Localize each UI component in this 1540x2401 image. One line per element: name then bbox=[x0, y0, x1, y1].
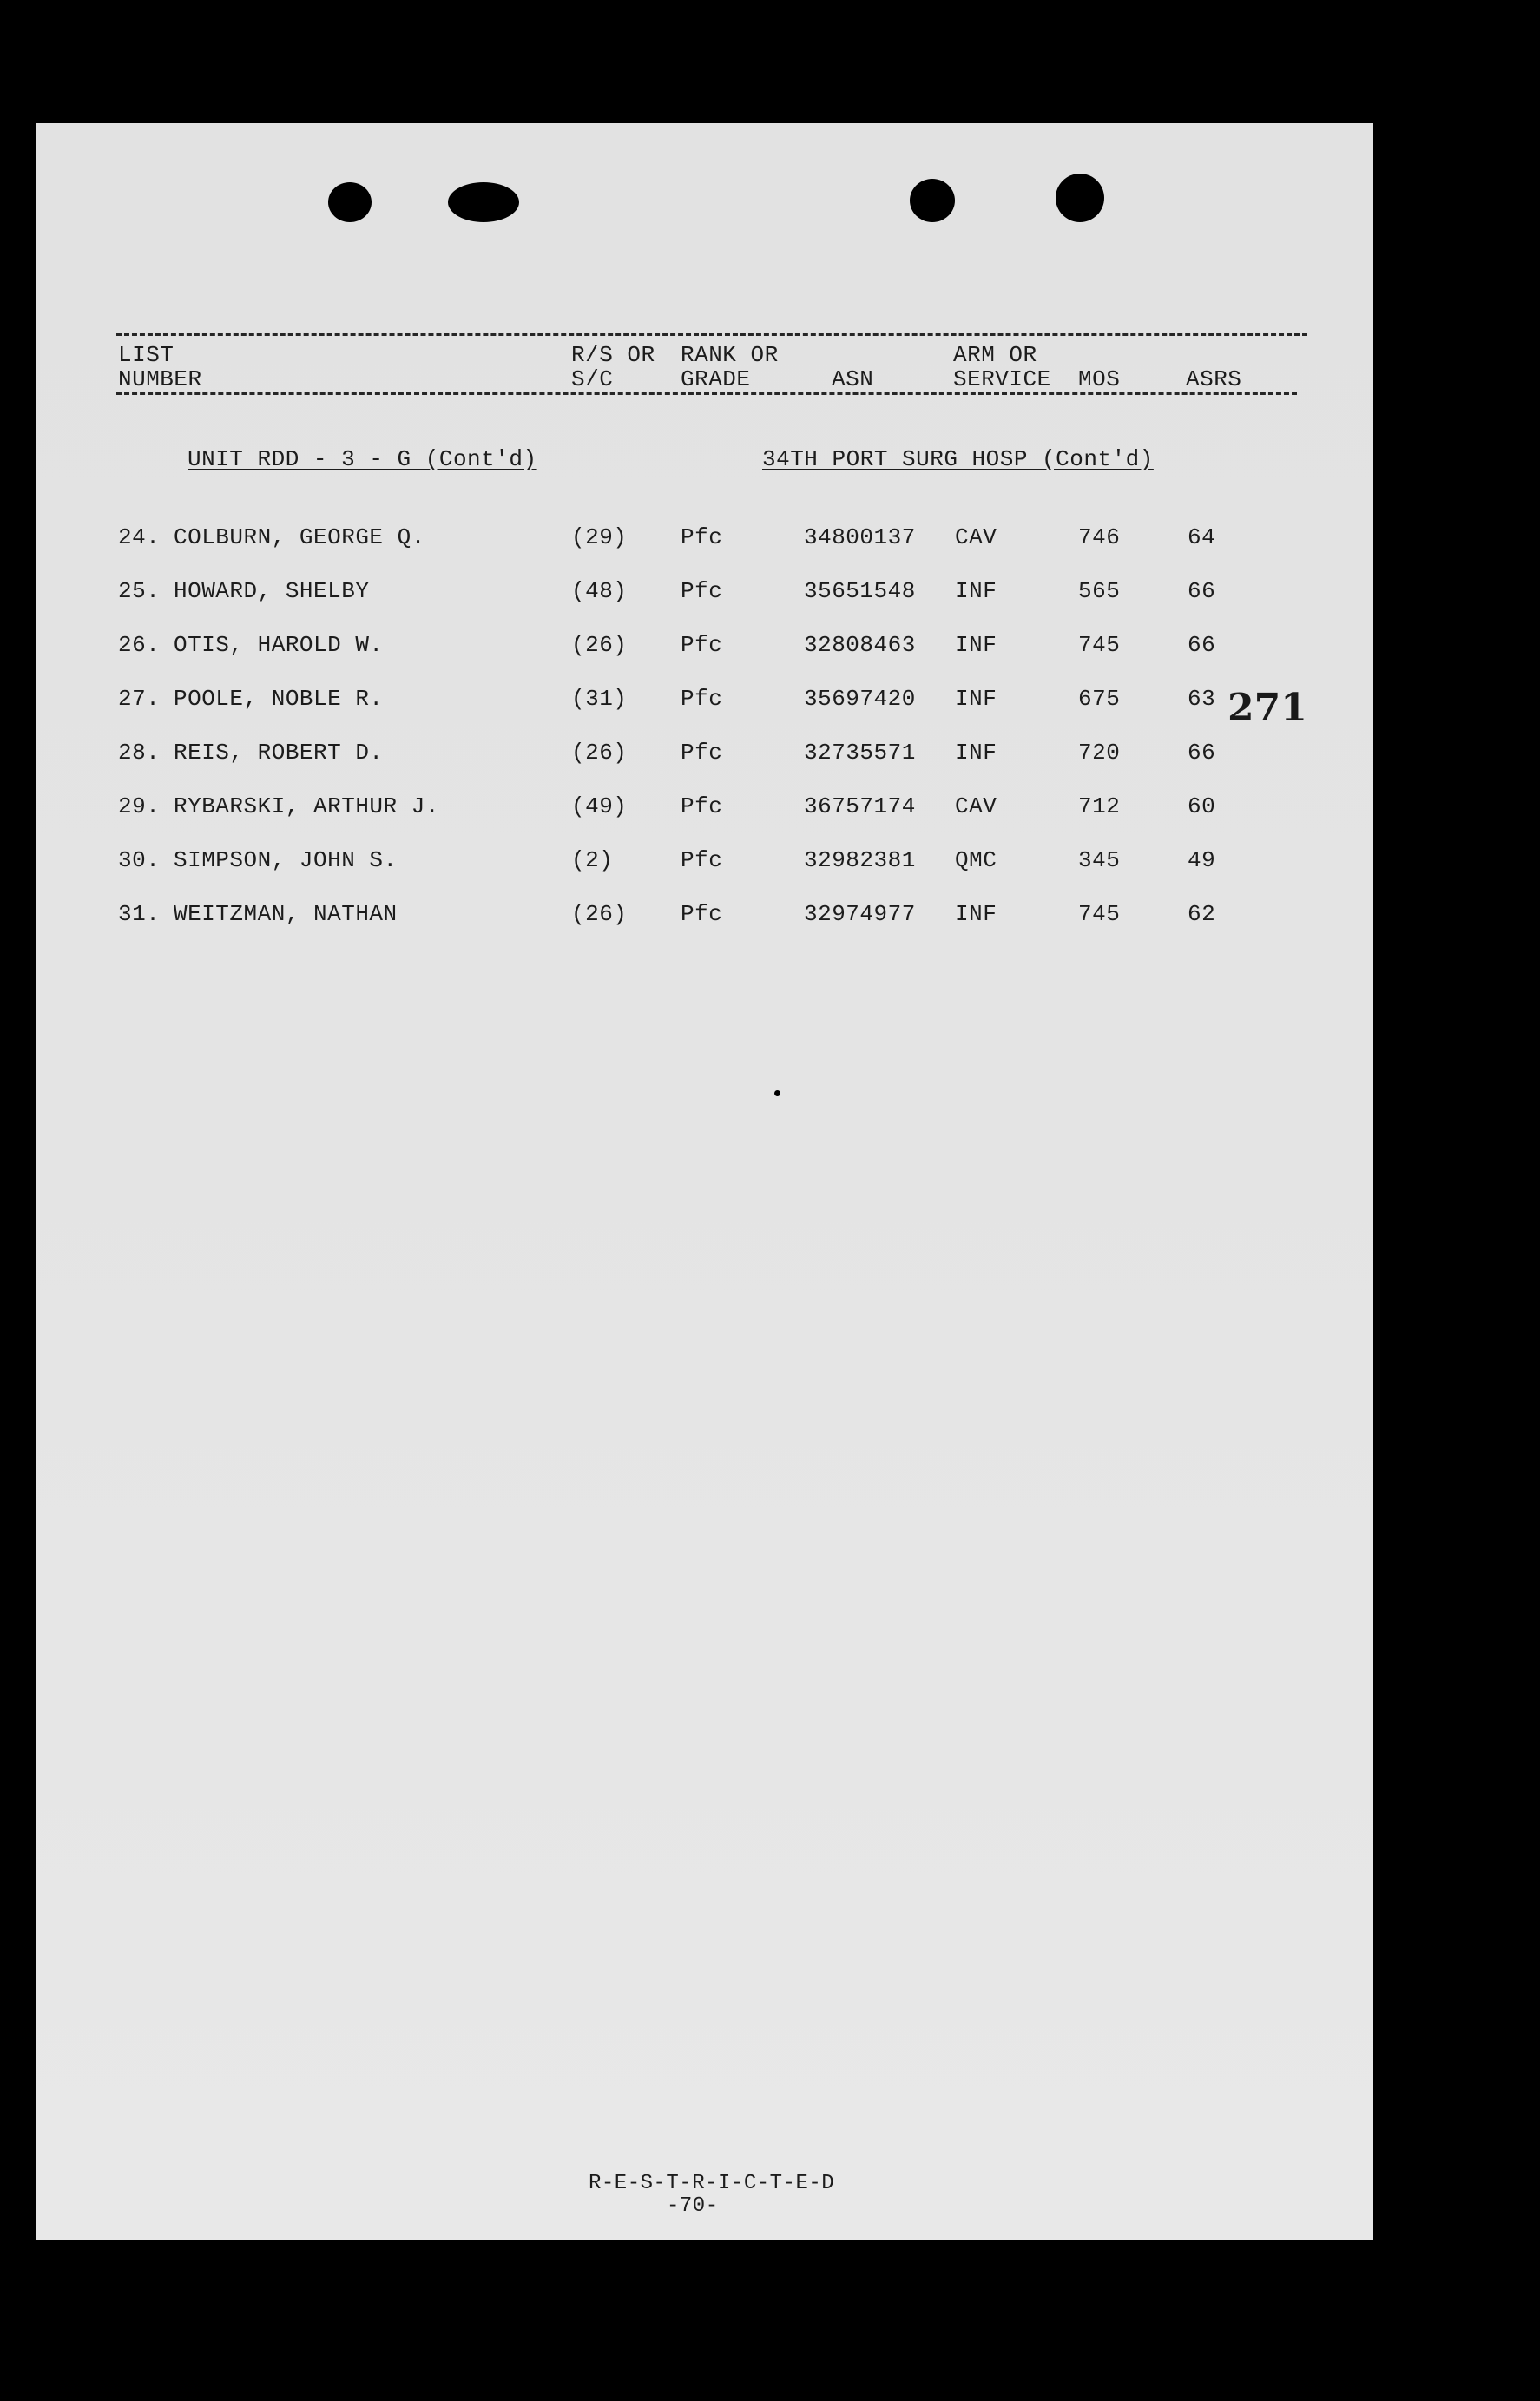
page-number: -70- bbox=[667, 2194, 719, 2218]
cell-rank: Pfc bbox=[681, 847, 723, 873]
cell-arm: CAV bbox=[955, 524, 997, 550]
punch-hole bbox=[328, 182, 372, 222]
cell-arm: INF bbox=[955, 901, 997, 927]
punch-hole bbox=[910, 179, 955, 222]
header-rs-sc-2: S/C bbox=[571, 366, 614, 392]
cell-asn: 32808463 bbox=[804, 632, 916, 658]
cell-mos: 746 bbox=[1078, 524, 1121, 550]
cell-asrs: 66 bbox=[1188, 578, 1216, 604]
cell-arm: INF bbox=[955, 632, 997, 658]
cell-name: OTIS, HAROLD W. bbox=[174, 632, 384, 658]
cell-num: 25. bbox=[118, 578, 161, 604]
cell-asrs: 66 bbox=[1188, 740, 1216, 766]
cell-rs: (48) bbox=[571, 578, 628, 604]
cell-num: 27. bbox=[118, 686, 161, 712]
cell-mos: 345 bbox=[1078, 847, 1121, 873]
cell-mos: 565 bbox=[1078, 578, 1121, 604]
cell-num: 30. bbox=[118, 847, 161, 873]
cell-rs: (26) bbox=[571, 901, 628, 927]
header-top-rule bbox=[116, 333, 1307, 336]
header-mos: MOS bbox=[1078, 366, 1121, 392]
cell-mos: 745 bbox=[1078, 901, 1121, 927]
cell-num: 26. bbox=[118, 632, 161, 658]
cell-asrs: 64 bbox=[1188, 524, 1216, 550]
cell-asn: 36757174 bbox=[804, 793, 916, 819]
cell-name: COLBURN, GEORGE Q. bbox=[174, 524, 425, 550]
header-arm-service-2: SERVICE bbox=[953, 366, 1051, 392]
cell-asn: 35651548 bbox=[804, 578, 916, 604]
cell-name: RYBARSKI, ARTHUR J. bbox=[174, 793, 439, 819]
document-page bbox=[36, 123, 1373, 2240]
cell-asrs: 49 bbox=[1188, 847, 1216, 873]
header-arm-service-1: ARM OR bbox=[953, 342, 1037, 368]
cell-num: 28. bbox=[118, 740, 161, 766]
header-rs-sc-1: R/S OR bbox=[571, 342, 655, 368]
cell-asrs: 66 bbox=[1188, 632, 1216, 658]
cell-arm: CAV bbox=[955, 793, 997, 819]
punch-hole bbox=[448, 182, 519, 222]
cell-arm: INF bbox=[955, 578, 997, 604]
cell-mos: 720 bbox=[1078, 740, 1121, 766]
classification-footer: R-E-S-T-R-I-C-T-E-D bbox=[589, 2172, 835, 2195]
header-rank-grade-2: GRADE bbox=[681, 366, 751, 392]
cell-mos: 675 bbox=[1078, 686, 1121, 712]
header-list-number-1: LIST bbox=[118, 342, 174, 368]
cell-name: HOWARD, SHELBY bbox=[174, 578, 370, 604]
cell-asn: 34800137 bbox=[804, 524, 916, 550]
cell-num: 31. bbox=[118, 901, 161, 927]
cell-asn: 32735571 bbox=[804, 740, 916, 766]
cell-rank: Pfc bbox=[681, 524, 723, 550]
header-rank-grade-1: RANK OR bbox=[681, 342, 779, 368]
header-asn: ASN bbox=[832, 366, 874, 392]
cell-rank: Pfc bbox=[681, 740, 723, 766]
cell-rank: Pfc bbox=[681, 686, 723, 712]
dust-speck bbox=[774, 1090, 780, 1096]
cell-rank: Pfc bbox=[681, 793, 723, 819]
section-title-hospital: 34TH PORT SURG HOSP (Cont'd) bbox=[762, 446, 1154, 472]
cell-mos: 712 bbox=[1078, 793, 1121, 819]
page-stamp: 271 bbox=[1227, 686, 1307, 730]
cell-rs: (26) bbox=[571, 632, 628, 658]
cell-name: SIMPSON, JOHN S. bbox=[174, 847, 398, 873]
cell-asn: 32974977 bbox=[804, 901, 916, 927]
cell-rank: Pfc bbox=[681, 578, 723, 604]
cell-rs: (2) bbox=[571, 847, 614, 873]
cell-name: POOLE, NOBLE R. bbox=[174, 686, 384, 712]
cell-rs: (29) bbox=[571, 524, 628, 550]
header-list-number-2: NUMBER bbox=[118, 366, 202, 392]
header-bottom-rule bbox=[116, 392, 1297, 395]
cell-asrs: 60 bbox=[1188, 793, 1216, 819]
cell-arm: INF bbox=[955, 686, 997, 712]
cell-rs: (26) bbox=[571, 740, 628, 766]
cell-asrs: 63 bbox=[1188, 686, 1216, 712]
cell-rank: Pfc bbox=[681, 632, 723, 658]
section-title-unit: UNIT RDD - 3 - G (Cont'd) bbox=[188, 446, 537, 472]
cell-num: 24. bbox=[118, 524, 161, 550]
cell-asn: 32982381 bbox=[804, 847, 916, 873]
cell-name: WEITZMAN, NATHAN bbox=[174, 901, 398, 927]
cell-arm: QMC bbox=[955, 847, 997, 873]
cell-asrs: 62 bbox=[1188, 901, 1216, 927]
cell-num: 29. bbox=[118, 793, 161, 819]
cell-arm: INF bbox=[955, 740, 997, 766]
cell-name: REIS, ROBERT D. bbox=[174, 740, 384, 766]
header-asrs: ASRS bbox=[1186, 366, 1242, 392]
cell-asn: 35697420 bbox=[804, 686, 916, 712]
cell-rs: (31) bbox=[571, 686, 628, 712]
cell-rank: Pfc bbox=[681, 901, 723, 927]
punch-hole bbox=[1056, 174, 1104, 222]
cell-rs: (49) bbox=[571, 793, 628, 819]
cell-mos: 745 bbox=[1078, 632, 1121, 658]
